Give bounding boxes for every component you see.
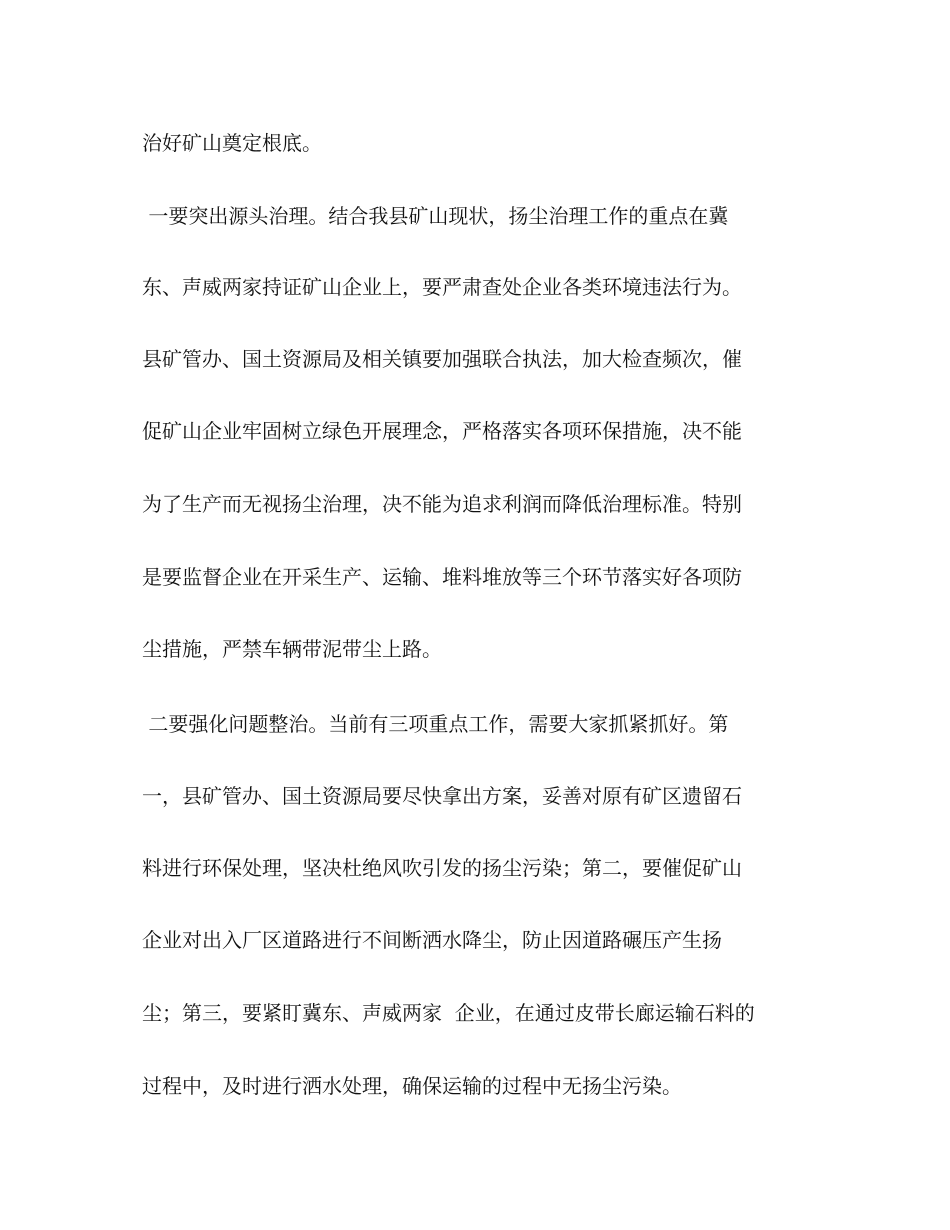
text-line-7: 是要监督企业在开采生产、运输、堆料堆放等三个环节落实好各项防 <box>142 565 742 589</box>
text-line-1: 治好矿山奠定根底。 <box>142 131 322 155</box>
text-line-10: 一，县矿管办、国土资源局要尽快拿出方案，妥善对原有矿区遗留石 <box>142 784 742 808</box>
text-line-2: 一要突出源头治理。结合我县矿山现状，扬尘治理工作的重点在冀 <box>142 204 729 228</box>
text-line-3: 东、声威两家持证矿山企业上，要严肃查处企业各类环境违法行为。 <box>142 275 742 299</box>
text-line-9: 二要强化问题整治。当前有三项重点工作，需要大家抓紧抓好。第 <box>142 712 729 736</box>
text-line-6: 为了生产而无视扬尘治理，决不能为追求利润而降低治理标准。特别 <box>142 492 742 516</box>
text-line-11: 料进行环保处理，坚决杜绝风吹引发的扬尘污染；第二，要催促矿山 <box>142 856 742 880</box>
text-line-8: 尘措施，严禁车辆带泥带尘上路。 <box>142 637 442 661</box>
text-line-14: 过程中，及时进行洒水处理，确保运输的过程中无扬尘污染。 <box>142 1074 682 1098</box>
text-line-13: 尘；第三，要紧盯冀东、声威两家 企业，在通过皮带长廊运输石料的 <box>142 1001 755 1025</box>
text-line-5: 促矿山企业牢固树立绿色开展理念，严格落实各项环保措施，决不能 <box>142 419 742 443</box>
text-line-12: 企业对出入厂区道路进行不间断洒水降尘，防止因道路碾压产生扬 <box>142 928 722 952</box>
text-line-4: 县矿管办、国土资源局及相关镇要加强联合执法，加大检查频次，催 <box>142 347 742 371</box>
